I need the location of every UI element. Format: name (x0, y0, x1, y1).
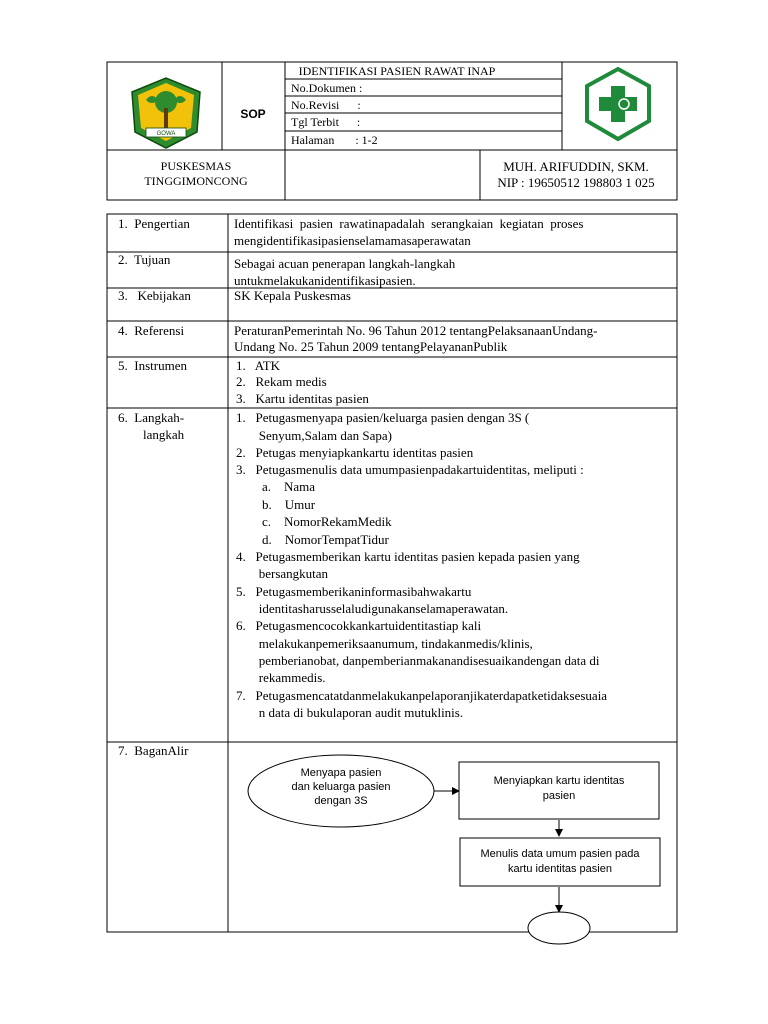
langkah-line: 5. Petugasmemberikaninformasibahwakartu (236, 584, 472, 599)
instrumen-item: 3. Kartu identitas pasien (236, 391, 369, 406)
signer-name: MUH. ARIFUDDIN, SKM. (503, 159, 649, 174)
langkah-line: 2. Petugas menyiapkankartu identitas pasien (236, 445, 474, 460)
langkah-line: bersangkutan (236, 566, 329, 581)
langkah-line: c. NomorRekamMedik (236, 514, 392, 529)
flow-step-text: Menulis data umum pasien pada (480, 848, 640, 860)
body-table (107, 214, 677, 932)
puskesmas-logo (587, 69, 649, 139)
langkah-line: n data di bukulaporan audit mutuklinis. (236, 705, 464, 720)
doc-number-field: No.Dokumen : (291, 81, 363, 95)
langkah-line: d. NomorTempatTidur (236, 532, 389, 547)
flow-step-text: Menyiapkan kartu identitas (493, 775, 625, 787)
flow-step-text: pasien (542, 790, 576, 802)
label-instrumen: 5. Instrumen (118, 358, 187, 373)
label-referensi: 4. Referensi (118, 323, 185, 338)
sop-label: SOP (240, 107, 266, 121)
langkah-line: 3. Petugasmenulis data umumpasienpadakartuidentitas, meliputi : (236, 462, 584, 477)
org-name-line2: TINGGIMONCONG (144, 174, 248, 188)
flowchart (248, 755, 660, 944)
langkah-line: 1. Petugasmenyapa pasien/keluarga pasien dengan 3S ( (236, 410, 530, 425)
document-title: IDENTIFIKASI PASIEN RAWAT INAP (298, 64, 496, 78)
instrumen-item: 2. Rekam medis (236, 374, 327, 389)
section-labels (118, 216, 191, 758)
gowa-logo (132, 78, 200, 148)
langkah-line: rekammedis. (236, 670, 326, 685)
langkah-line: a. Nama (236, 479, 316, 494)
pengertian-line: Identifikasi pasien rawatinapadalah serangkaian kegiatan proses (234, 216, 584, 231)
flow-step-box (460, 838, 660, 886)
org-name-line1: PUSKESMAS (160, 159, 232, 173)
tujuan-line: Sebagai acuan penerapan langkah-langkah (234, 256, 456, 271)
referensi-line: Undang No. 25 Tahun 2009 tentangPelayananPublik (234, 339, 508, 354)
langkah-line: b. Umur (236, 497, 316, 512)
label-kebijakan: 3. Kebijakan (118, 288, 191, 303)
flow-step-text: kartu identitas pasien (508, 863, 612, 875)
instrumen-item: 1. ATK (236, 358, 281, 373)
referensi-line: PeraturanPemerintah No. 96 Tahun 2012 tentangPelaksanaanUndang- (234, 323, 598, 338)
issue-date-field: Tgl Terbit : (291, 115, 361, 129)
tujuan-line: untukmelakukanidentifikasipasien. (234, 273, 416, 288)
label-pengertian: 1. Pengertian (118, 216, 190, 231)
flow-connector-ellipse (528, 912, 590, 944)
revision-field: No.Revisi : (291, 98, 361, 112)
label-bagan-alir: 7. BaganAlir (118, 743, 189, 758)
label-tujuan: 2. Tujuan (118, 252, 171, 267)
kebijakan-line: SK Kepala Puskesmas (234, 288, 351, 303)
page-field: Halaman : 1-2 (291, 133, 378, 147)
flow-start-text: Menyapa pasien (300, 767, 382, 779)
label-langkah: 6. Langkah- (118, 410, 185, 425)
langkah-line: Senyum,Salam dan Sapa) (236, 428, 392, 443)
langkah-line: 7. Petugasmencatatdanmelakukanpelaporanjikaterdapatketidaksesuaia (236, 688, 608, 703)
section-content (234, 216, 607, 720)
label-langkah-cont: langkah (143, 427, 185, 442)
langkah-line: identitasharusselaludigunakanselamaperawatan. (236, 601, 509, 616)
langkah-line: pemberianobat, danpemberianmakanandisesuaikandengan data di (236, 653, 600, 668)
gowa-logo-text: GOWA (156, 131, 176, 137)
flow-start-text: dan keluarga pasien (291, 781, 391, 793)
langkah-line: 4. Petugasmemberikan kartu identitas pasien kepada pasien yang (236, 549, 580, 564)
pengertian-line: mengidentifikasipasienselamamasaperawatan (234, 233, 471, 248)
langkah-line: melakukanpemeriksaanumum, tindakanmedis/klinis, (236, 636, 533, 651)
flow-start-text: dengan 3S (314, 795, 368, 807)
langkah-line: 6. Petugasmencocokkankartuidentitastiap kali (236, 618, 482, 633)
signer-nip: NIP : 19650512 198803 1 025 (497, 175, 655, 190)
flow-arrow-head (555, 829, 563, 837)
